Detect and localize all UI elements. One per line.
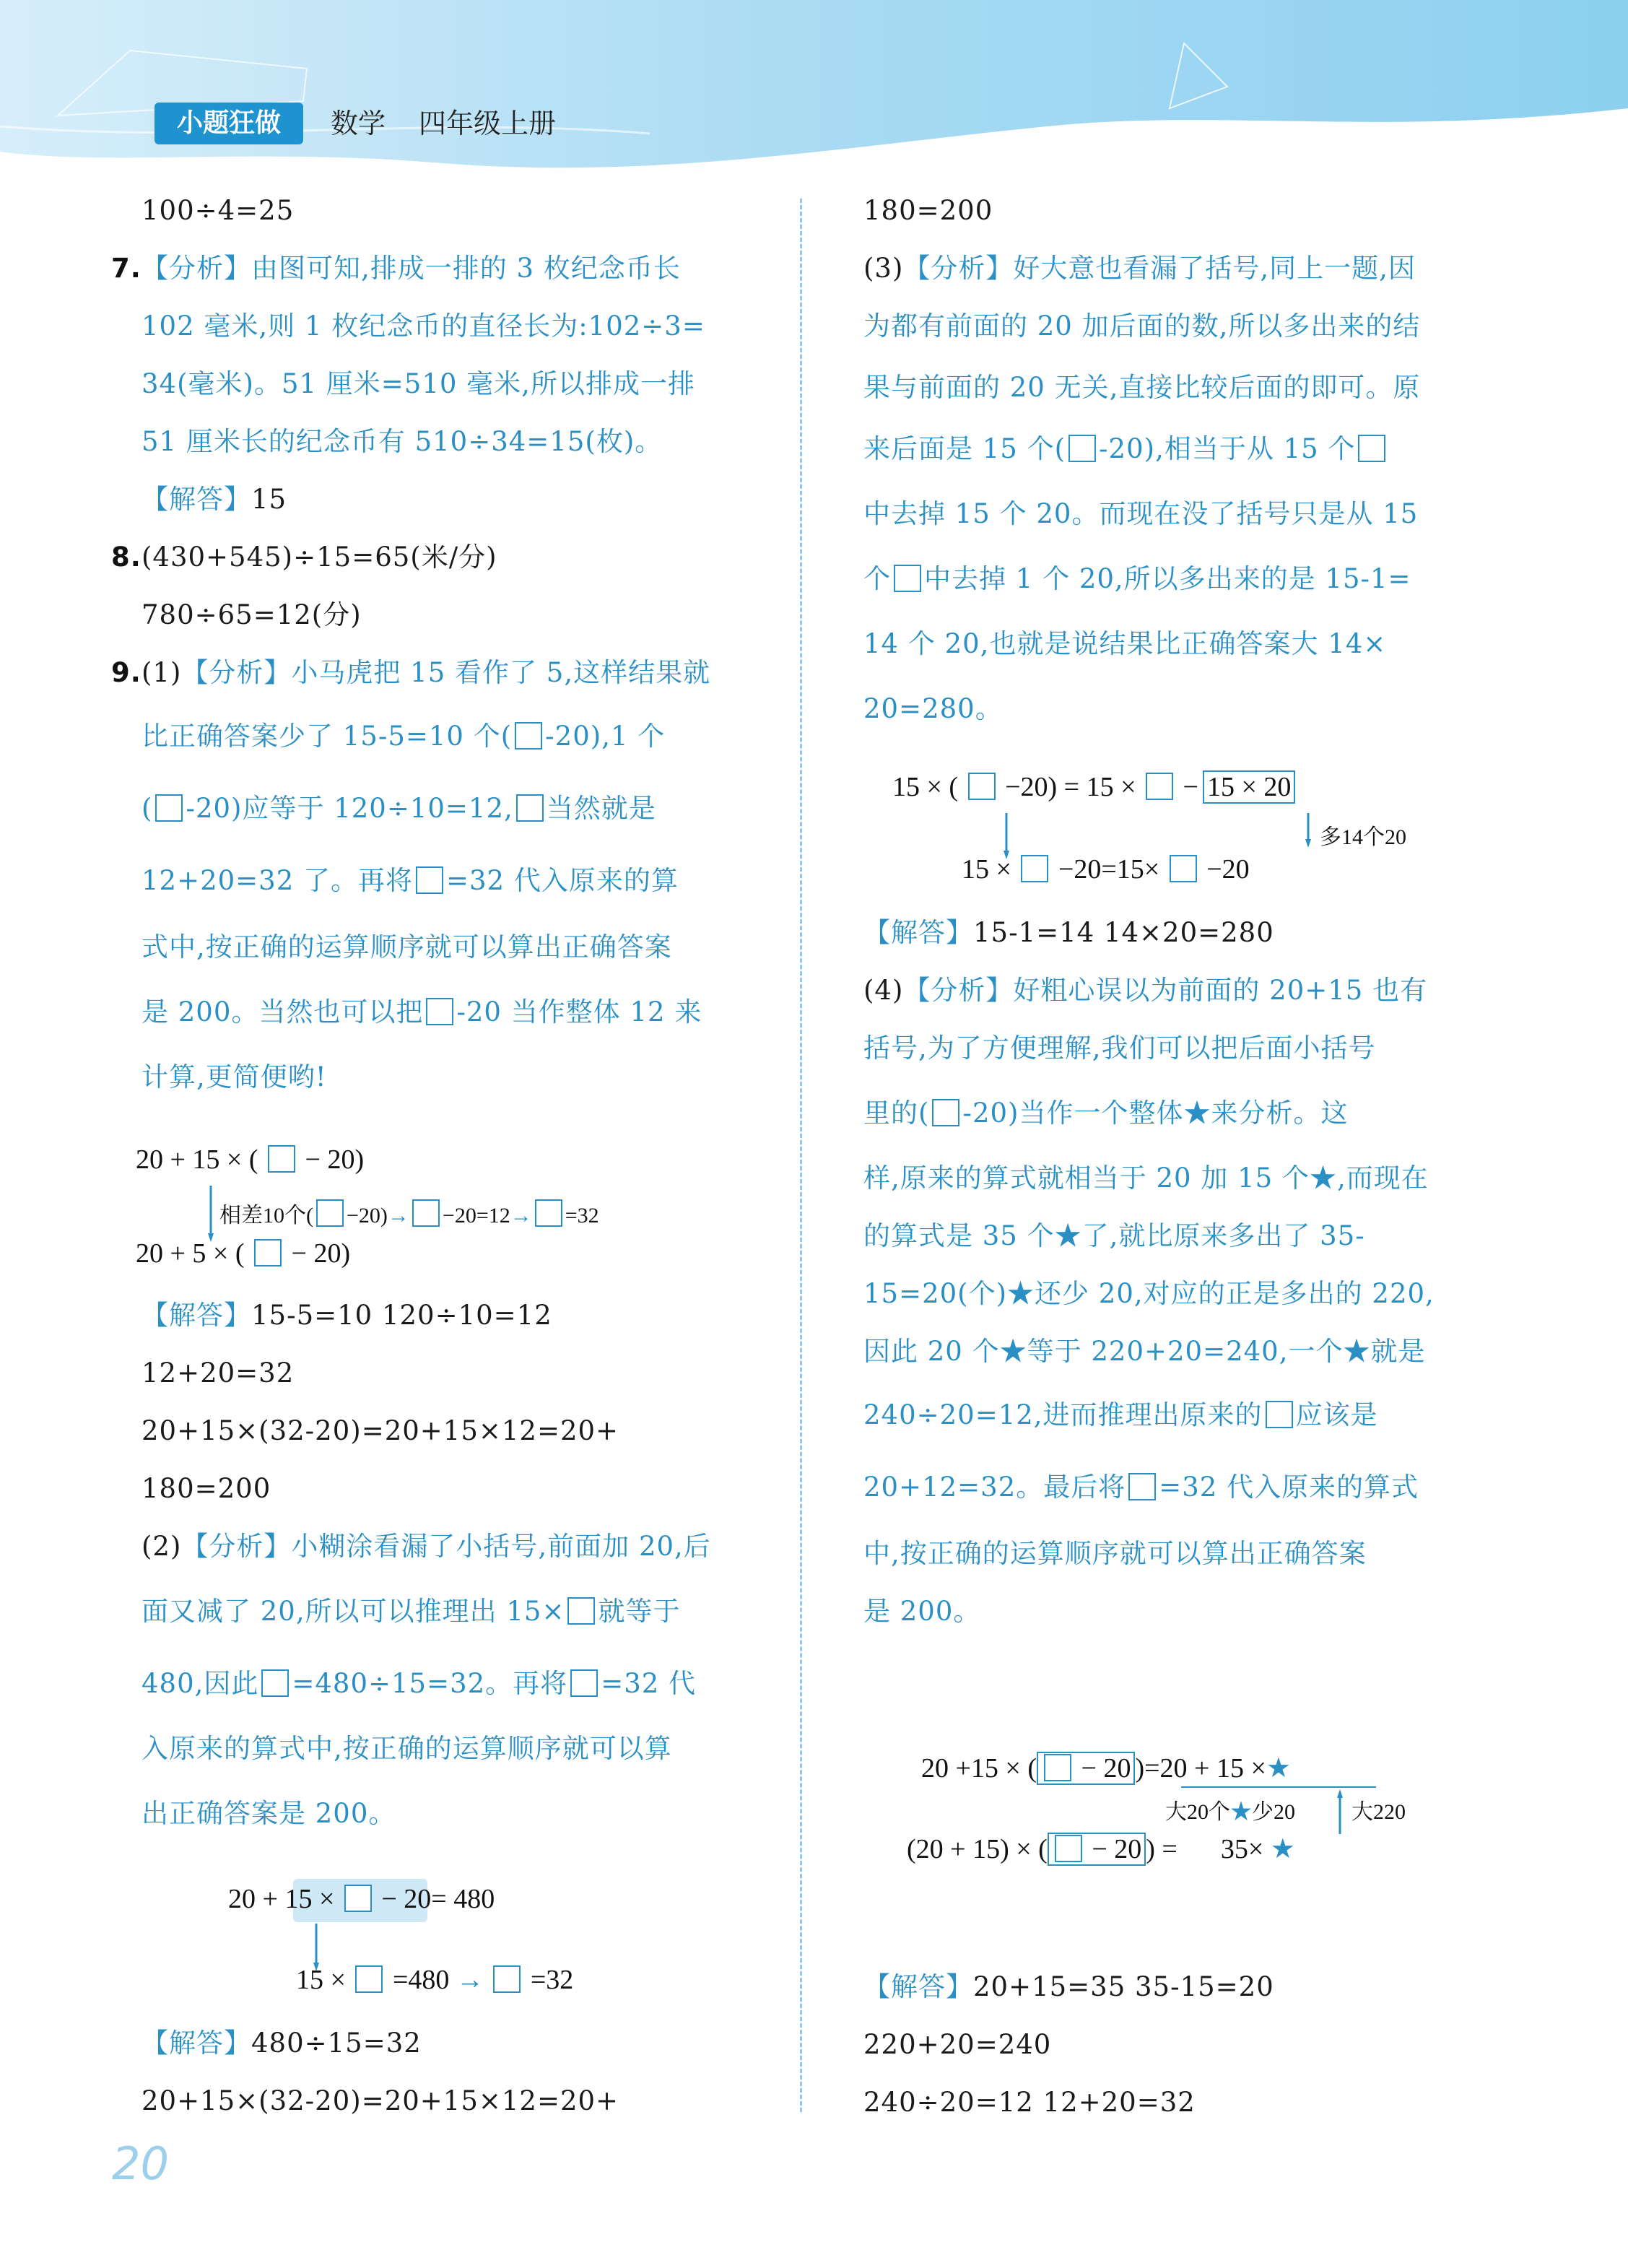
q9-2-text-b1: 面又减了 20,所以可以推理出 15× [142,1596,565,1627]
star-icon: ★ [1309,1163,1337,1194]
q9-4-line-4 [863,1157,1567,1200]
q9-4-text-d1: 样,原来的算式就相当于 20 加 15 个 [863,1163,1310,1194]
d2-top [228,1883,495,1915]
left-line-0: 100÷4=25 [142,195,295,226]
header-wave-background [0,0,1628,195]
q9-2-text-c2: =480÷15=32。再将 [292,1668,568,1699]
q9-1-text-f1: 是 200。当然也可以把 [142,996,424,1027]
q9-4-line-10: 中,按正确的运算顺序就可以算出正确答案 [863,1538,1367,1569]
blank-box [268,1145,295,1173]
blank-box [932,1099,959,1126]
q9-4-text-c2: -20)当作一个整体 [962,1098,1184,1129]
q9-4-text-e2: 了,就比原来多出了 35- [1081,1220,1365,1251]
q9-1-text-f2: -20 当作整体 12 来 [456,996,702,1027]
d4-bot-group [1048,1833,1146,1866]
a4-line-1 [863,1965,1567,2009]
d4-top-1: 20 +15 × ( [921,1753,1037,1783]
q7-answer [142,478,845,521]
q9-4-text-h2: 应该是 [1295,1399,1378,1430]
a1-line-2: 12+20=32 [142,1357,295,1389]
q9-2-line-3 [142,1662,845,1706]
q9-2-prefix: (2) [142,1531,182,1562]
q9-1-text-c3: 当然就是 [546,793,656,824]
d3-top-4: 15 × 20 [1203,770,1295,804]
d4-bot-4: 35× [1220,1834,1264,1864]
d4-bot-2: − 20 [1092,1834,1142,1864]
blank-box [535,1199,562,1227]
blank-box [261,1669,289,1697]
d2-bot-2: =480 [392,1965,450,1995]
q9-4-line-11: 是 200。 [863,1596,981,1627]
q9-2-text-b2: 就等于 [598,1596,681,1627]
d1-mid [219,1197,599,1229]
star-icon: ★ [1230,1800,1252,1824]
blank-box [412,1199,440,1227]
d1-bot-2: − 20) [291,1238,351,1269]
q9-3-text-a: 好大意也看漏了括号,同上一题,因 [1013,253,1416,284]
q8-text-a: (430+545)÷15=65(米/分) [142,542,497,573]
d3-top-1: 15 × ( [892,772,959,802]
d1-top-2: − 20) [305,1144,365,1175]
q9-2-line-2 [142,1590,845,1633]
q9-3-line-5: 中去掉 15 个 20。而现在没了括号只是从 15 [863,498,1419,529]
q9-4-text-f1: 15=20(个) [863,1278,1008,1309]
d4-bot-3: ) = [1146,1834,1178,1864]
q9-3-line-7: 14 个 20,也就是说结果比正确答案大 14× [863,628,1387,659]
q9-1-line-4 [142,859,845,903]
d4-top-group [1037,1752,1135,1785]
a2-line-1 [142,2022,845,2065]
blank-box [567,1597,595,1625]
q9-2-line-1 [142,1525,845,1568]
q9-2-text-a: 小糊涂看漏了小括号,前面加 20,后 [291,1531,711,1562]
blank-box [1358,435,1385,462]
q7-analysis-tag: 【分析】 [142,253,251,284]
right-arrow-icon: → [510,1204,532,1228]
a1-answer-tag: 【解答】 [142,1300,251,1331]
q9-4-line-8 [863,1394,1567,1437]
q9-1-line-6 [142,991,845,1034]
blank-box [493,1965,521,1993]
q9-1-line-5: 式中,按正确的运算顺序就可以算出正确答案 [142,931,672,963]
q7-text-a: 由图可知,排成一排的 3 枚纪念币长 [251,253,681,284]
blank-box [1128,1473,1156,1500]
q9-4-line-5 [863,1215,1567,1258]
q9-3-analysis-tag: 【分析】 [903,253,1014,284]
d3-bot-3: −20 [1206,854,1250,885]
d4-up-arrow [1334,1788,1349,1838]
blank-box [254,1239,282,1266]
q9-2-line-4: 入原来的算式中,按正确的运算顺序就可以算 [142,1733,672,1764]
star-icon: ★ [1183,1098,1211,1129]
d1-bottom [136,1238,350,1269]
q9-4-text-c3: 来分析。这 [1211,1098,1349,1129]
q9-4-text-i1: 20+12=32。最后将 [863,1472,1126,1503]
q9-3-text-d1: 来后面是 15 个( [863,433,1066,464]
star-icon: ★ [1270,1834,1295,1864]
a1-line-4: 180=200 [142,1473,271,1504]
book-series-tag: 小题狂做 [154,103,303,144]
q9-4-line-3 [863,1092,1567,1135]
a1-line-3: 20+15×(32-20)=20+15×12=20+ [142,1415,619,1446]
d3-right-down-arrow [1305,813,1320,864]
a2-text-a: 480÷15=32 [251,2028,422,2059]
d1-mid-4: =32 [565,1204,599,1228]
q9-4-text-i2: =32 代入原来的算式 [1159,1472,1419,1503]
q7-answer-value: 15 [251,484,287,515]
q9-number: 9. [111,657,142,688]
d1-bot-1: 20 + 5 × ( [136,1238,245,1269]
q9-4-line-7 [863,1330,1567,1373]
blank-box [355,1965,383,1993]
blank-box [516,794,544,822]
a1-line-1 [142,1294,845,1337]
a4-line-2: 220+20=240 [863,2029,1052,2060]
q7-answer-tag: 【解答】 [142,484,251,515]
q9-3-line-1 [863,247,1567,290]
blank-box [515,722,542,750]
q9-1-prefix: (1) [142,657,182,688]
q9-1-analysis-tag: 【分析】 [181,657,292,688]
d1-mid-3: −20=12 [442,1204,510,1228]
q9-2-line-5: 出正确答案是 200。 [142,1798,396,1829]
q7-line-1 [111,247,845,290]
a4-line-3: 240÷20=12 12+20=32 [863,2087,1196,2118]
d2-top-2: 15 × [284,1884,341,1914]
a4-answer-tag: 【解答】 [863,1971,973,2002]
d4-top [921,1752,1291,1784]
q9-1-text-a: 小马虎把 15 看作了 5,这样结果就 [291,657,711,688]
d3-note: 多14个20 [1320,825,1406,849]
d2-bot-3: =32 [530,1965,574,1995]
q9-1-text-b1: 比正确答案少了 15-5=10 个( [142,721,513,752]
q8-line-1 [111,536,845,579]
q9-4-text-d2: ,而现在 [1336,1163,1429,1194]
d1-top [136,1144,364,1176]
q8-line-2: 780÷65=12(分) [142,599,362,630]
blank-box [570,1669,598,1697]
a2-line-2: 20+15×(32-20)=20+15×12=20+ [142,2085,619,2116]
blank-box [1021,855,1048,882]
q9-4-line-1 [863,969,1567,1012]
q9-2-analysis-tag: 【分析】 [181,1531,292,1562]
blank-box [894,565,921,592]
d4-note-1: 大20个 [1165,1800,1230,1824]
d4-top-3: )=20 + 15 × [1135,1753,1266,1783]
d3-top [892,771,1295,803]
q9-1-line-2 [142,715,845,758]
d3-bot-1: 15 × [962,854,1011,885]
subject-label: 数学 [331,108,386,139]
a1-text-a: 15-5=10 120÷10=12 [251,1300,552,1331]
d1-mid-2: −20) [347,1204,388,1228]
star-icon: ★ [1007,1278,1035,1309]
star-icon: ★ [1266,1753,1291,1783]
right-arrow-icon: → [456,1965,484,1995]
q7-number: 7. [111,253,142,284]
q8-number: 8. [111,542,142,573]
q9-4-text-e1: 的算式是 35 个 [863,1220,1055,1251]
d1-mid-1: 相差10个( [219,1204,313,1228]
q7-line-2: 102 毫米,则 1 枚纪念币的直径长为:102÷3= [142,310,705,342]
q9-1-text-c1: ( [142,793,153,824]
d2-top-3: − 20= 480 [381,1884,495,1914]
right-line-0: 180=200 [863,195,993,226]
q9-3-line-2: 为都有前面的 20 加后面的数,所以多出来的结 [863,310,1421,342]
q9-4-analysis-tag: 【分析】 [903,975,1014,1006]
d4-note-left [1165,1794,1295,1825]
q9-4-text-f2: 还少 20,对应的正是多出的 220, [1035,1278,1435,1309]
d4-note-2: 少20 [1252,1800,1295,1824]
star-icon: ★ [1343,1336,1371,1367]
q9-3-line-6 [863,557,1567,601]
q9-2-text-c1: 480,因此 [142,1668,259,1699]
q7-line-3: 34(毫米)。51 厘米=510 毫米,所以排成一排 [142,368,695,399]
d4-top-2: − 20 [1081,1753,1131,1783]
blank-box [316,1199,344,1227]
d2-bottom [296,1964,573,1996]
d4-bot-1: (20 + 15) × ( [907,1834,1048,1864]
d3-bot-2: −20=15× [1058,854,1160,885]
q9-3-line-3: 果与前面的 20 无关,直接比较后面的即可。原 [863,372,1421,403]
blank-box [1170,855,1197,882]
blank-box [1266,1401,1293,1428]
q9-1-text-d2: =32 代入原来的算 [446,865,679,896]
d4-note-right: 大220 [1351,1800,1406,1824]
q9-4-line-6 [863,1272,1567,1316]
blank-box [1146,773,1173,800]
q9-4-text-h1: 240÷20=12,进而推理出原来的 [863,1399,1263,1430]
a3-line [863,911,1567,955]
grade-label: 四年级上册 [419,108,557,139]
q9-1-text-c2: -20)应等于 120÷10=12, [186,793,513,824]
q9-4-text-g1: 因此 20 个 [863,1336,1000,1367]
q9-4-line-9 [863,1466,1567,1509]
q9-4-text-a: 好粗心误以为前面的 20+15 也有 [1013,975,1428,1006]
blank-box [1044,1754,1071,1781]
q9-3-text-f2: 中去掉 1 个 20,所以多出来的是 15-1= [924,563,1411,594]
q9-4-prefix: (4) [863,975,904,1006]
right-arrow-icon: → [387,1204,409,1228]
a3-text: 15-1=14 14×20=280 [973,917,1274,948]
q9-3-line-4 [863,427,1567,471]
d3-bottom [962,853,1250,885]
q9-2-text-c3: =32 代 [601,1668,697,1699]
page-header [0,0,1628,195]
d2-bot-1: 15 × [296,1965,353,1995]
q9-1-line-1 [111,651,845,695]
d3-top-3: − [1183,772,1198,802]
star-icon: ★ [999,1336,1027,1367]
q9-3-prefix: (3) [863,253,904,284]
q9-1-line-3 [142,787,845,830]
q9-4-text-c1: 里的( [863,1098,930,1129]
q9-4-text-g2: 等于 220+20=240,一个 [1027,1336,1344,1367]
blank-box [426,998,453,1025]
a4-text-a: 20+15=35 35-15=20 [973,1971,1274,2002]
page-number: 20 [112,2137,169,2190]
a2-answer-tag: 【解答】 [142,2028,251,2059]
d1-top-1: 20 + 15 × ( [136,1144,258,1175]
a3-answer-tag: 【解答】 [863,917,973,948]
blank-box [344,1885,372,1912]
blank-box [155,794,183,822]
d3-top-2: −20) = 15 × [1005,772,1136,802]
blank-box [1055,1835,1082,1862]
q9-1-text-b2: -20),1 个 [545,721,666,752]
q9-1-text-d1: 12+20=32 了。再将 [142,865,414,896]
d2-top-1: 20 + [228,1884,285,1914]
blank-box [968,773,996,800]
blank-box [1068,435,1096,462]
q9-3-line-8: 20=280。 [863,693,1003,724]
q9-1-line-7: 计算,更简便哟! [142,1061,327,1092]
star-icon: ★ [1054,1220,1082,1251]
q9-3-text-f1: 个 [863,563,891,594]
q9-3-text-d2: -20),相当于从 15 个 [1099,433,1356,464]
blank-box [416,866,443,894]
q7-line-4: 51 厘米长的纪念币有 510÷34=15(枚)。 [142,426,663,457]
q9-4-line-2: 括号,为了方便理解,我们可以把后面小括号 [863,1033,1376,1064]
d4-bottom [907,1833,1295,1865]
q9-4-text-g3: 就是 [1370,1336,1426,1367]
